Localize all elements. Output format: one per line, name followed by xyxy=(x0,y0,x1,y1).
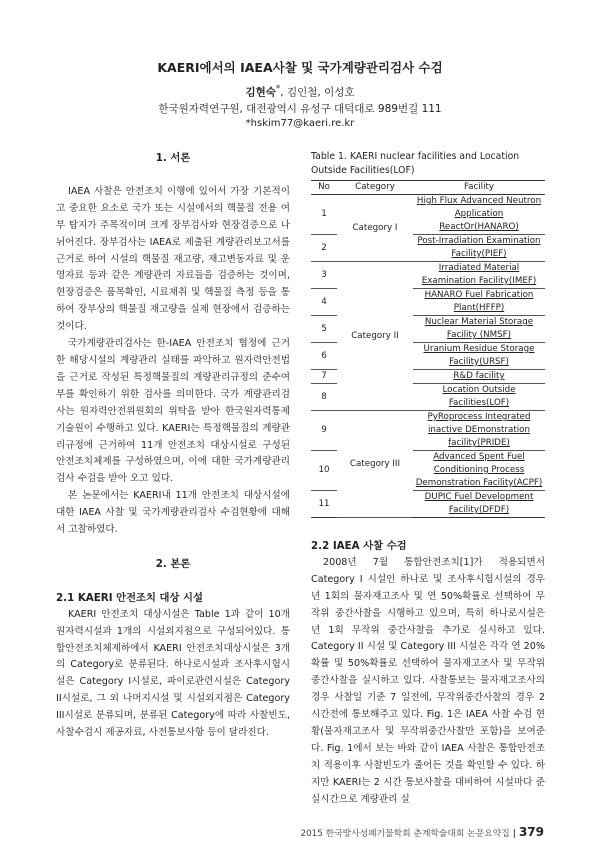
table-row xyxy=(311,262,545,289)
affiliation: 한국원자력연구원, 대전광역시 유성구 대덕대로 989번길 111 xyxy=(158,103,442,115)
facility-cell: Post-Irradiation Examination Facility(PIEF) xyxy=(413,235,545,262)
footer-text: 2015 한국방사성폐기물학회 춘계학술대회 논문요약집 xyxy=(300,829,510,839)
left-column xyxy=(56,150,290,742)
paragraph: IAEA 사찰은 안전조치 이행에 있어서 가장 기본적이고 중요한 요소로 국가 또는 시설에서의 핵물질 전용 여부 탐지가 주목적이며 크게 장부검사와 현장검증으로 나뉘어진다. 장부검사는 IAEA로 제출된 계량관리보고서를 근거로 하여 시설의 핵물질 재고량, 재고변동자료 및 운영자료 등과 같은 계량관리 자료들을 검증하는 것이며, 현장검증은 품목확인, 시료채취 및 핵물질 측정 등을 통하여 장부상의 핵물질 재고량을 실제 현장에서 검증하는 것이다. xyxy=(56,185,290,333)
facility-cell: Advanced Spent Fuel Conditioning Process Demonstration Facility(ACPF) xyxy=(413,451,545,491)
row-no: 7 xyxy=(311,370,337,384)
table-header-facility: Facility xyxy=(413,181,545,195)
page-number: 379 xyxy=(518,825,544,839)
subsection-heading: 2.2 IAEA 사찰 수검 xyxy=(311,540,407,552)
row-no: 8 xyxy=(311,384,337,411)
facility-cell: R&D facility xyxy=(413,370,545,384)
row-no: 3 xyxy=(311,262,337,289)
category-cell: Category I xyxy=(337,195,413,262)
lead-author: 김현숙 xyxy=(245,86,276,99)
category-cell: Category II xyxy=(337,262,413,411)
facility-cell: DUPIC Fuel Development Facility(DFDF) xyxy=(413,491,545,518)
table-row xyxy=(311,411,545,451)
paragraph: 2008년 7월 통합안전조치[1]가 적용되면서 Category I 시설인 하나로 및 조사후시험시설의 경우 년 1회의 물자재고조사 및 연 50%확률로 선택하여 무작위 중간사찰을 시행하고 있으며, 특히 하나로시설은 년 1회 무작위 중간사찰을 추가로 실시하고 있다. Category II 시설 및 Category III 시설은 각각 연 20%확률 및 50%확률로 선택하여 물자재고조사 및 무작위중간사찰을 실시하고 있다. 사찰통보는 물자재고조사의 경우 사찰일 기준 7 일전에, 무작위중간사찰의 경우 2 시간전에 통보해주고 있다. Fig. 1은 IAEA 사찰 수검 현황(물자재고조사 및 무작위중간사찰만 포함)을 보여준다. Fig. 1에서 보는 바와 같이 IAEA 사찰은 통합안전조치 적용이후 사찰빈도가 줄어든 것을 확인할 수 있다. 하지만 KAERI는 2 시간 통보사찰을 대비하여 시설마다 준실시간으로 계량관리 실 xyxy=(311,556,545,805)
table-row xyxy=(311,195,545,235)
paragraph: 국가계량관리검사는 한-IAEA 안전조치 협정에 근거한 해당시설의 계량관리 실태를 파악하고 원자력안전법을 근거로 작성된 특정핵물질의 계량관리규정의 준수여부를 확인하기 위한 검사를 의미한다. 국가 계량관리검사는 원자력안전위원회의 위탁을 받아 한국원자력통제기술원이 수행하고 있다. KAERI는 특정핵물질의 계량관리규정에 근거하여 11개 안전조치 대상시설로 구성된 안전조치체제를 구성하였으며, 이에 대한 국가계량관리검사 수검을 받아 오고 있다. xyxy=(56,338,290,485)
row-no: 11 xyxy=(311,491,337,518)
author-line xyxy=(0,84,600,100)
facility-cell: Nuclear Material Storage Facility (NMSF) xyxy=(413,316,545,343)
row-no: 9 xyxy=(311,411,337,451)
row-no: 2 xyxy=(311,235,337,262)
paragraph: KAERI 안전조치 대상시설은 Table 1과 같이 10개 원자력시설과 1개의 시설외지점으로 구성되어있다. 통합안전조치체제하에서 KAERI 안전조치대상시설은 3개의 Category로 분류된다. 하나로시설과 조사후시험시설은 Category I시설로, 파이로관련시설은 Category II시설로, 그 외 나머지시설 및 시설외지점은 Category III시설로 분류되며, 분류된 Category에 따라 사찰빈도, 사찰수검시 제공자료, 사전통보사항 등이 달라진다. xyxy=(56,608,290,739)
row-no: 5 xyxy=(311,316,337,343)
table-header-category: Category xyxy=(337,181,413,195)
facility-cell: High Flux Advanced Neutron Application ReactOr(HANARO) xyxy=(413,195,545,235)
facility-cell: Uranium Residue Storage Facility(URSF) xyxy=(413,343,545,370)
row-no: 4 xyxy=(311,289,337,316)
author-email: *hskim77@kaeri.re.kr xyxy=(245,118,355,129)
facility-cell: HANARO Fuel Fabrication Plant(HFFP) xyxy=(413,289,545,316)
right-column xyxy=(311,150,545,809)
corresponding-mark: * xyxy=(275,84,281,94)
table-header-no: No xyxy=(311,181,337,195)
facility-cell: PyRoprocess Integrated inactive DEmonstration facility(PRIDE) xyxy=(413,411,545,451)
table-caption: Table 1. KAERI nuclear facilities and Location Outside Facilities(LOF) xyxy=(311,151,520,176)
row-no: 10 xyxy=(311,451,337,491)
co-authors: , 김인철, 이성호 xyxy=(280,86,355,99)
facility-cell: Location Outside Facilities(LOF) xyxy=(413,384,545,411)
section-heading-main: 2. 본론 xyxy=(155,557,191,570)
page-footer xyxy=(300,825,544,839)
paper-title: KAERI에서의 IAEA사찰 및 국가계량관리검사 수검 xyxy=(157,60,443,75)
row-no: 6 xyxy=(311,343,337,370)
paragraph: 본 논문에서는 KAERI내 11개 안전조치 대상시설에 대한 IAEA 사찰 및 국가계량관리검사 수검현황에 대해서 고찰하였다. xyxy=(56,490,290,536)
subsection-heading: 2.1 KAERI 안전조치 대상 시설 xyxy=(56,591,203,604)
row-no: 1 xyxy=(311,195,337,235)
facilities-table xyxy=(311,180,545,518)
section-heading-intro: 1. 서론 xyxy=(155,152,191,164)
facility-cell: Irradiated Material Examination Facility(IMEF) xyxy=(413,262,545,289)
category-cell: Category III xyxy=(337,411,413,518)
footer-separator: | xyxy=(512,829,516,839)
